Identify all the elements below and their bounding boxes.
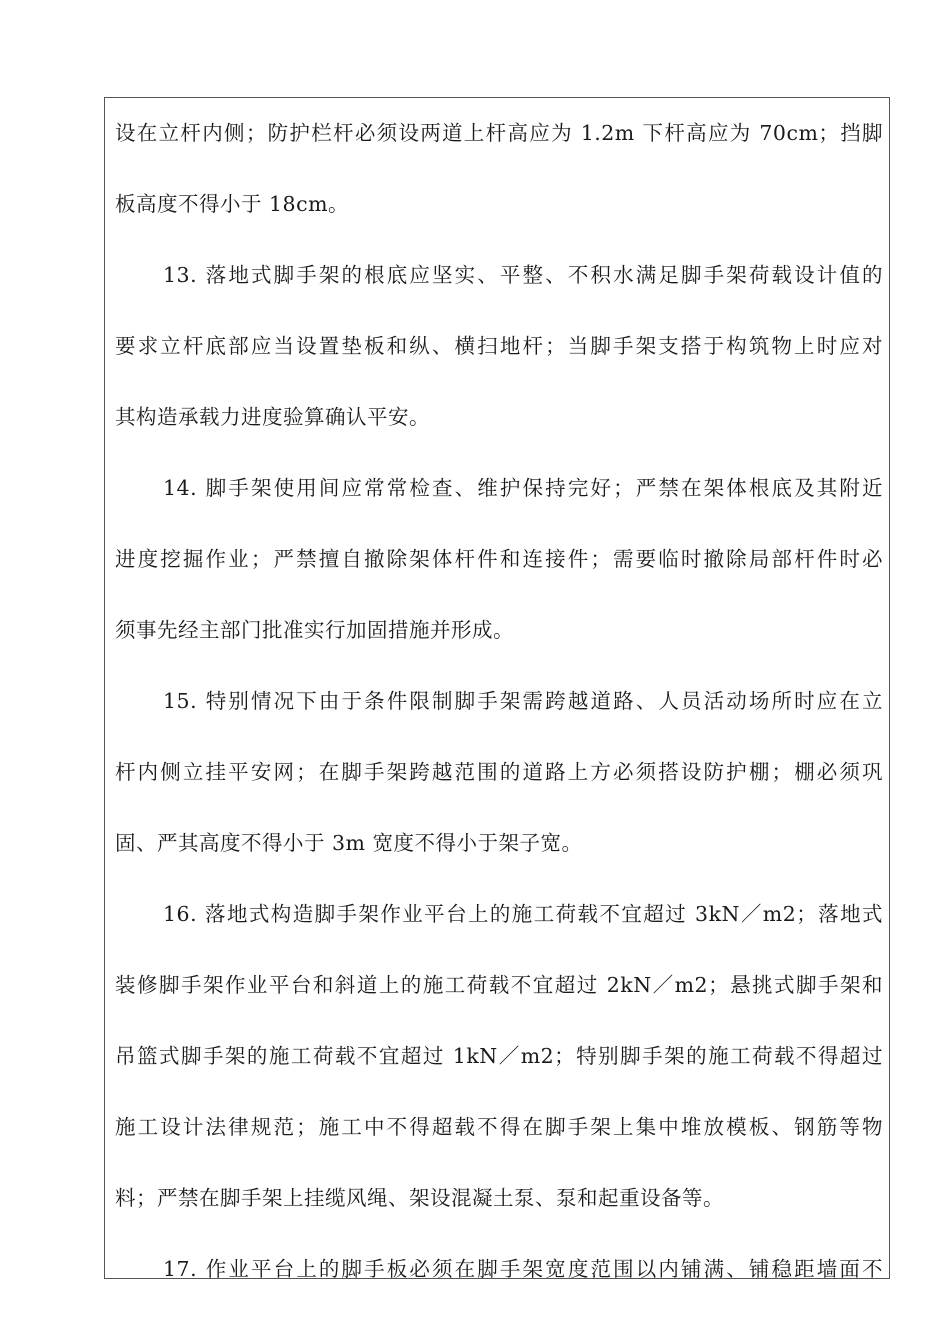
text-line: 吊篮式脚手架的施工荷载不宜超过 1kN／m2；特别脚手架的施工荷载不得超过 [115,1044,883,1068]
text-line: 板高度不得小于 18cm。 [115,192,350,216]
text-line: 杆内侧立挂平安网；在脚手架跨越范围的道路上方必须搭设防护棚；棚必须巩 [115,760,883,784]
text-line: 进度挖掘作业；严禁擅自撤除架体杆件和连接件；需要临时撤除局部杆件时必 [115,547,883,571]
text-line: 固、严其高度不得小于 3m 宽度不得小于架子宽。 [115,831,583,855]
text-line: 其构造承载力进度验算确认平安。 [115,405,430,429]
paragraph-17-start: 17. 作业平台上的脚手板必须在脚手架宽度范围以内铺满、铺稳距墙面不 [163,1257,883,1279]
text-line: 要求立杆底部应当设置垫板和纵、横扫地杆；当脚手架支搭于构筑物上时应对 [115,334,883,358]
text-line: 须事先经主部门批准实行加固措施并形成。 [115,618,514,642]
text-line: 料；严禁在脚手架上挂缆风绳、架设混凝土泵、泵和起重设备等。 [115,1186,724,1210]
document-body [115,98,883,1279]
text-line: 设在立杆内侧；防护栏杆必须设两道上杆高应为 1.2m 下杆高应为 70cm；挡脚 [115,121,883,145]
paragraph-16-start: 16. 落地式构造脚手架作业平台上的施工荷载不宜超过 3kN／m2；落地式 [163,902,883,926]
paragraph-14-start: 14. 脚手架使用间应常常检查、维护保持完好；严禁在架体根底及其附近 [163,476,883,500]
text-line: 装修脚手架作业平台和斜道上的施工荷载不宜超过 2kN／m2；悬挑式脚手架和 [115,973,883,997]
document-frame [104,97,890,1279]
paragraph-15-start: 15. 特别情况下由于条件限制脚手架需跨越道路、人员活动场所时应在立 [163,689,883,713]
paragraph-13-start: 13. 落地式脚手架的根底应坚实、平整、不积水满足脚手架荷载设计值的 [163,263,883,287]
text-line: 施工设计法律规范；施工中不得超载不得在脚手架上集中堆放模板、钢筋等物 [115,1115,883,1139]
